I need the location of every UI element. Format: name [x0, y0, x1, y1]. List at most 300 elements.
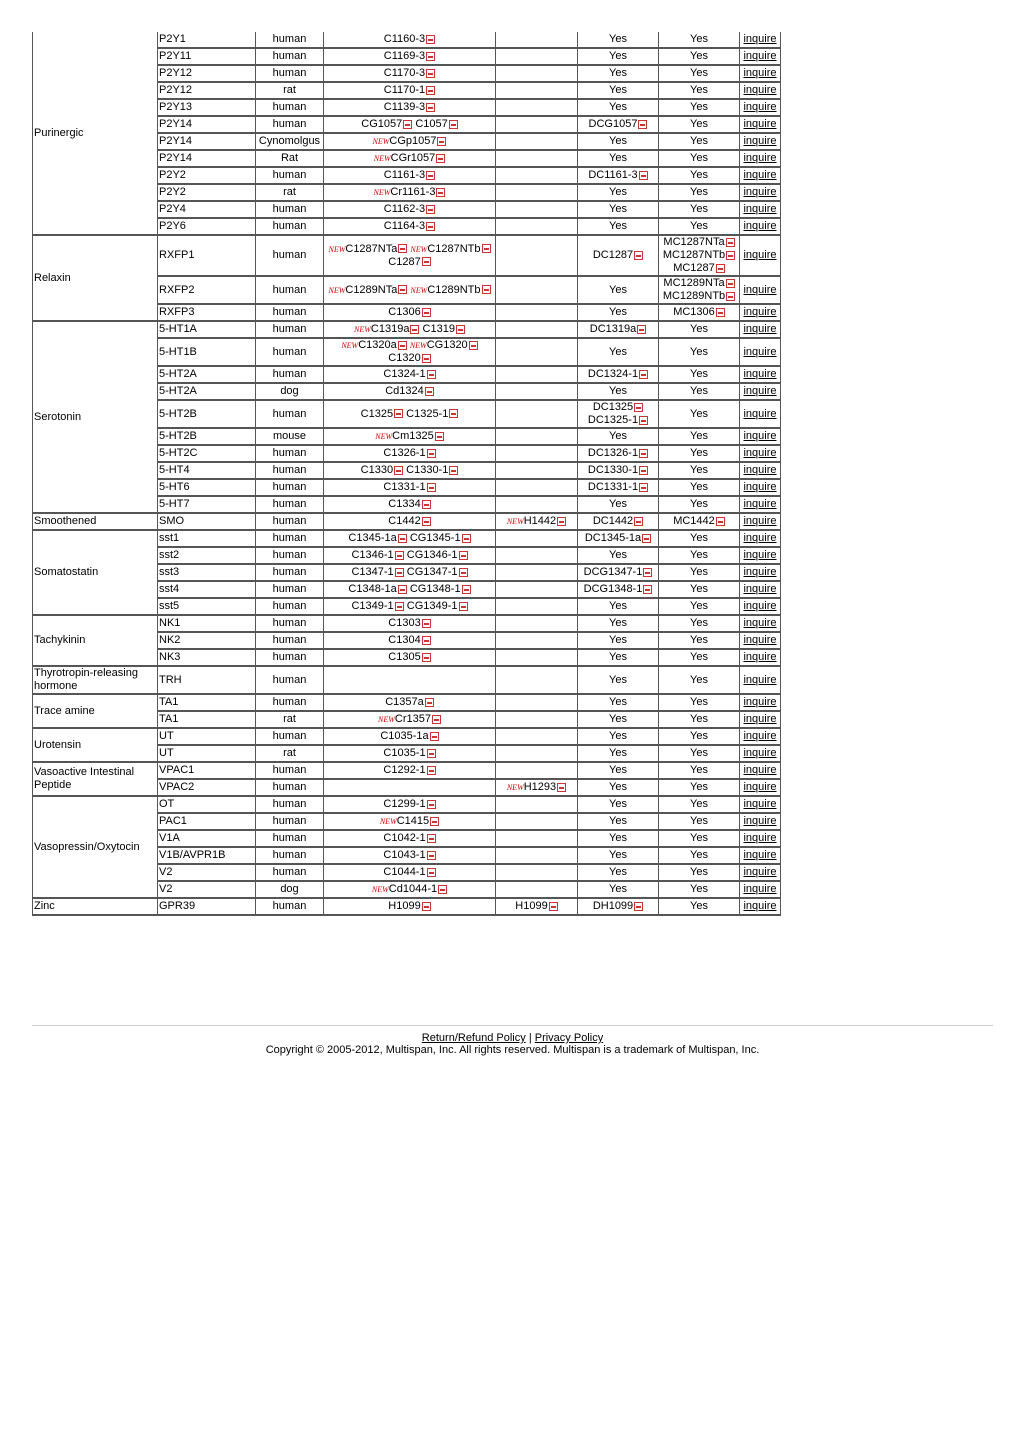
pdf-icon[interactable] [426, 86, 435, 95]
receptor-cell: RXFP3 [157, 305, 255, 322]
stable-cell-line-cell [323, 367, 495, 384]
division-arrested-cell [577, 848, 658, 865]
table-row [32, 667, 781, 695]
inquire-link[interactable]: inquire [743, 566, 777, 578]
pdf-icon[interactable] [642, 534, 651, 543]
inquire-cell [739, 729, 781, 746]
frozen-cell-cell [495, 712, 577, 729]
division-arrested-code: DC1345-1a [584, 532, 642, 544]
pdf-icon[interactable] [427, 851, 436, 860]
pdf-icon[interactable] [436, 188, 445, 197]
pdf-icon[interactable] [726, 251, 735, 260]
pdf-icon[interactable] [638, 120, 647, 129]
receptor-cell: P2Y14 [157, 151, 255, 168]
stable-cell-line-cell [323, 565, 495, 582]
receptor-cell: PAC1 [157, 814, 255, 831]
pdf-icon[interactable] [634, 403, 643, 412]
membrane-cell [658, 729, 739, 746]
membrane-item [690, 747, 708, 759]
stable-cell-line-code: C1325-1 [406, 407, 449, 420]
stable-cell-line-item [383, 849, 435, 861]
pdf-icon[interactable] [459, 602, 468, 611]
inquire-link[interactable]: inquire [743, 481, 777, 493]
division-arrested-item [593, 401, 643, 413]
pdf-icon[interactable] [427, 766, 436, 775]
pdf-icon[interactable] [726, 238, 735, 247]
species-cell: human [255, 66, 323, 83]
stable-cell-line-code: C1331-1 [383, 481, 426, 493]
product-table-container [32, 32, 781, 916]
pdf-icon[interactable] [425, 698, 434, 707]
pdf-icon[interactable] [426, 171, 435, 180]
pdf-icon[interactable] [459, 551, 468, 560]
membrane-item [690, 203, 708, 215]
inquire-link[interactable]: inquire [743, 634, 777, 646]
division-arrested-code: DC1324-1 [587, 368, 639, 380]
division-arrested-cell [577, 151, 658, 168]
membrane-code: Yes [690, 152, 708, 164]
stable-cell-line-cell [323, 151, 495, 168]
inquire-link[interactable]: inquire [743, 730, 777, 742]
pdf-icon[interactable] [634, 251, 643, 260]
pdf-icon[interactable] [639, 483, 648, 492]
species-cell: human [255, 565, 323, 582]
inquire-link[interactable]: inquire [743, 203, 777, 215]
pdf-icon[interactable] [398, 585, 407, 594]
inquire-link[interactable]: inquire [743, 407, 777, 420]
inquire-link[interactable]: inquire [743, 447, 777, 459]
new-badge: NEW [373, 154, 391, 163]
inquire-link[interactable]: inquire [743, 345, 777, 358]
inquire-link[interactable]: inquire [743, 600, 777, 612]
inquire-link[interactable]: inquire [743, 900, 777, 912]
pdf-icon[interactable] [726, 292, 735, 301]
stable-cell-line-code: C1305 [388, 651, 421, 663]
pdf-icon[interactable] [410, 325, 419, 334]
pdf-icon[interactable] [634, 902, 643, 911]
inquire-cell [739, 151, 781, 168]
pdf-icon[interactable] [716, 264, 725, 273]
frozen-cell-cell [495, 650, 577, 667]
division-arrested-item [588, 481, 648, 493]
footer [32, 1025, 993, 1056]
new-badge: NEW [379, 817, 397, 826]
frozen-cell-cell [495, 401, 577, 429]
membrane-code: Yes [690, 220, 708, 232]
pdf-icon[interactable] [430, 732, 439, 741]
inquire-link[interactable]: inquire [743, 583, 777, 595]
stable-cell-line-cell [323, 277, 495, 305]
pdf-icon[interactable] [427, 868, 436, 877]
pdf-icon[interactable] [435, 432, 444, 441]
frozen-cell-cell [495, 882, 577, 899]
stable-cell-line-code: C1347-1 [351, 566, 394, 578]
pdf-icon[interactable] [469, 341, 478, 350]
receptor-cell: RXFP2 [157, 277, 255, 305]
inquire-link[interactable]: inquire [743, 673, 777, 686]
inquire-link[interactable]: inquire [743, 464, 777, 476]
division-arrested-item [609, 306, 627, 318]
division-arrested-code: Yes [609, 747, 627, 759]
inquire-link[interactable]: inquire [743, 67, 777, 79]
stable-cell-line-code: C1345-1a [348, 532, 397, 544]
pdf-icon[interactable] [422, 636, 431, 645]
division-arrested-cell [577, 185, 658, 202]
membrane-code: Yes [690, 798, 708, 810]
pdf-icon[interactable] [422, 500, 431, 509]
stable-cell-line-item [384, 84, 435, 96]
inquire-link[interactable]: inquire [743, 186, 777, 198]
membrane-item [663, 249, 735, 261]
membrane-code: MC1306 [673, 306, 715, 318]
pdf-icon[interactable] [716, 308, 725, 317]
inquire-link[interactable]: inquire [743, 169, 777, 181]
pdf-icon[interactable] [726, 279, 735, 288]
inquire-link[interactable]: inquire [743, 368, 777, 380]
pdf-icon[interactable] [437, 137, 446, 146]
division-arrested-item [589, 118, 648, 130]
membrane-item [690, 169, 708, 181]
species-cell: human [255, 32, 323, 49]
receptor-cell: P2Y12 [157, 83, 255, 100]
stable-cell-line-cell [323, 134, 495, 151]
membrane-item [690, 815, 708, 827]
division-arrested-item [609, 346, 627, 358]
inquire-link[interactable]: inquire [743, 323, 777, 335]
pdf-icon[interactable] [425, 387, 434, 396]
pdf-icon[interactable] [449, 466, 458, 475]
species-cell: mouse [255, 429, 323, 446]
division-arrested-cell [577, 66, 658, 83]
pdf-icon[interactable] [422, 354, 431, 363]
inquire-link[interactable]: inquire [743, 135, 777, 147]
frozen-cell-cell [495, 100, 577, 117]
stable-cell-line-code: C1303 [388, 617, 421, 629]
stable-cell-line-item [383, 481, 435, 493]
inquire-link[interactable]: inquire [743, 849, 777, 861]
inquire-link[interactable]: inquire [743, 532, 777, 544]
inquire-link[interactable]: inquire [743, 152, 777, 164]
membrane-item [690, 135, 708, 147]
inquire-link[interactable]: inquire [743, 815, 777, 827]
division-arrested-item [609, 135, 627, 147]
inquire-cell [739, 848, 781, 865]
division-arrested-cell [577, 712, 658, 729]
inquire-link[interactable]: inquire [743, 617, 777, 629]
pdf-icon[interactable] [422, 517, 431, 526]
membrane-item [690, 220, 708, 232]
pdf-icon[interactable] [426, 205, 435, 214]
membrane-code: Yes [690, 781, 708, 793]
pdf-icon[interactable] [482, 285, 491, 294]
pdf-icon[interactable] [557, 783, 566, 792]
pdf-icon[interactable] [427, 483, 436, 492]
inquire-cell [739, 695, 781, 712]
membrane-item [690, 368, 708, 380]
inquire-link[interactable]: inquire [743, 696, 777, 708]
membrane-cell [658, 616, 739, 633]
stable-cell-line-code: C1162-3 [383, 203, 426, 215]
stable-cell-line-code: C1320 [388, 352, 421, 364]
frozen-cell-cell [495, 899, 577, 916]
species-cell: human [255, 497, 323, 514]
inquire-link[interactable]: inquire [743, 498, 777, 510]
division-arrested-item [609, 849, 627, 861]
pdf-icon[interactable] [432, 715, 441, 724]
membrane-cell [658, 446, 739, 463]
pdf-icon[interactable] [639, 370, 648, 379]
frozen-cell-cell [495, 729, 577, 746]
division-arrested-cell [577, 236, 658, 277]
membrane-code: Yes [690, 673, 708, 686]
membrane-code: Yes [690, 407, 708, 420]
pdf-icon[interactable] [549, 902, 558, 911]
frozen-cell-cell [495, 497, 577, 514]
inquire-link[interactable]: inquire [743, 798, 777, 810]
species-cell: human [255, 548, 323, 565]
pdf-icon[interactable] [634, 517, 643, 526]
inquire-cell [739, 401, 781, 429]
inquire-link[interactable]: inquire [743, 33, 777, 45]
pdf-icon[interactable] [459, 568, 468, 577]
inquire-link[interactable]: inquire [743, 764, 777, 776]
inquire-cell [739, 831, 781, 848]
receptor-cell: 5-HT2C [157, 446, 255, 463]
pdf-icon[interactable] [395, 568, 404, 577]
pdf-icon[interactable] [394, 409, 403, 418]
division-arrested-item [609, 600, 627, 612]
division-arrested-code: Yes [609, 634, 627, 646]
frozen-cell-cell [495, 185, 577, 202]
pdf-icon[interactable] [427, 370, 436, 379]
membrane-item [690, 566, 708, 578]
pdf-icon[interactable] [426, 35, 435, 44]
membrane-cell [658, 712, 739, 729]
pdf-icon[interactable] [462, 585, 471, 594]
pdf-icon[interactable] [427, 834, 436, 843]
receptor-cell: 5-HT7 [157, 497, 255, 514]
inquire-link[interactable]: inquire [743, 430, 777, 442]
pdf-icon[interactable] [426, 222, 435, 231]
stable-cell-line-item [361, 118, 412, 130]
frozen-cell-code: H1099 [515, 900, 548, 912]
stable-cell-line-item [384, 203, 435, 215]
pdf-icon[interactable] [422, 308, 431, 317]
inquire-cell [739, 882, 781, 899]
pdf-icon[interactable] [398, 341, 407, 350]
inquire-link[interactable]: inquire [743, 306, 777, 318]
membrane-code: Yes [690, 101, 708, 113]
return-refund-policy-link[interactable]: Return/Refund Policy [421, 1032, 526, 1044]
membrane-cell [658, 83, 739, 100]
family-cell: Thyrotropin-releasing hormone [32, 667, 157, 695]
division-arrested-cell [577, 650, 658, 667]
inquire-link[interactable]: inquire [743, 385, 777, 397]
membrane-item [690, 323, 708, 335]
frozen-cell-cell [495, 339, 577, 367]
membrane-item [690, 464, 708, 476]
membrane-cell [658, 134, 739, 151]
pdf-icon[interactable] [426, 52, 435, 61]
pdf-icon[interactable] [395, 551, 404, 560]
division-arrested-cell [577, 729, 658, 746]
stable-cell-line-item [351, 566, 403, 578]
membrane-cell [658, 463, 739, 480]
species-cell: human [255, 729, 323, 746]
membrane-item [690, 900, 708, 912]
pdf-icon[interactable] [449, 120, 458, 129]
pdf-icon[interactable] [637, 325, 646, 334]
inquire-link[interactable]: inquire [743, 883, 777, 895]
membrane-cell [658, 565, 739, 582]
inquire-cell [739, 463, 781, 480]
inquire-cell [739, 650, 781, 667]
pdf-icon[interactable] [430, 817, 439, 826]
inquire-link[interactable]: inquire [743, 832, 777, 844]
membrane-item [690, 186, 708, 198]
stable-cell-line-item [351, 549, 403, 561]
stable-cell-line-code: C1415 [396, 815, 430, 827]
receptor-cell: V2 [157, 882, 255, 899]
pdf-icon[interactable] [438, 885, 447, 894]
frozen-cell-cell [495, 322, 577, 339]
inquire-cell [739, 49, 781, 66]
division-arrested-item [588, 414, 648, 426]
membrane-item [690, 696, 708, 708]
inquire-cell [739, 446, 781, 463]
family-cell: Tachykinin [32, 616, 157, 667]
pdf-icon[interactable] [716, 517, 725, 526]
division-arrested-cell [577, 83, 658, 100]
stable-cell-line-item [383, 368, 435, 380]
pdf-icon[interactable] [427, 449, 436, 458]
table-row [32, 32, 781, 49]
species-cell: human [255, 100, 323, 117]
division-arrested-code: Yes [609, 385, 627, 397]
stable-cell-line-cell [323, 32, 495, 49]
inquire-link[interactable]: inquire [743, 220, 777, 232]
membrane-cell [658, 780, 739, 797]
inquire-link[interactable]: inquire [743, 118, 777, 130]
pdf-icon[interactable] [422, 619, 431, 628]
species-cell: human [255, 117, 323, 134]
frozen-cell-cell [495, 305, 577, 322]
membrane-item [690, 674, 708, 686]
pdf-icon[interactable] [427, 800, 436, 809]
stable-cell-line-item [423, 323, 465, 335]
pdf-icon[interactable] [449, 409, 458, 418]
pdf-icon[interactable] [426, 69, 435, 78]
species-cell: human [255, 814, 323, 831]
stable-cell-line-code: CG1349-1 [406, 600, 458, 612]
species-cell: Cynomolgus [255, 134, 323, 151]
pdf-icon[interactable] [422, 257, 431, 266]
inquire-link[interactable]: inquire [743, 747, 777, 759]
division-arrested-code: Yes [609, 203, 627, 215]
frozen-cell-cell [495, 616, 577, 633]
membrane-code: Yes [690, 566, 708, 578]
pdf-icon[interactable] [643, 585, 652, 594]
inquire-link[interactable]: inquire [743, 866, 777, 878]
pdf-icon[interactable] [394, 466, 403, 475]
division-arrested-cell [577, 322, 658, 339]
table-row [32, 531, 781, 548]
pdf-icon[interactable] [482, 244, 491, 253]
pdf-icon[interactable] [639, 416, 648, 425]
pdf-icon[interactable] [557, 517, 566, 526]
division-arrested-code: DC1442 [592, 515, 634, 527]
membrane-code: Yes [690, 169, 708, 181]
receptor-cell: V1B/AVPR1B [157, 848, 255, 865]
inquire-cell [739, 134, 781, 151]
pdf-icon[interactable] [643, 568, 652, 577]
membrane-cell [658, 49, 739, 66]
membrane-cell [658, 633, 739, 650]
stable-cell-line-code: C1043-1 [383, 849, 426, 861]
species-cell: human [255, 277, 323, 305]
stable-cell-line-item [383, 764, 435, 776]
pdf-icon[interactable] [427, 749, 436, 758]
inquire-link[interactable]: inquire [743, 549, 777, 561]
species-cell: human [255, 616, 323, 633]
species-cell: human [255, 401, 323, 429]
inquire-link[interactable]: inquire [743, 713, 777, 725]
inquire-link[interactable]: inquire [743, 101, 777, 113]
privacy-policy-link[interactable]: Privacy Policy [534, 1032, 604, 1044]
pdf-icon[interactable] [436, 154, 445, 163]
pdf-icon[interactable] [639, 449, 648, 458]
inquire-link[interactable]: inquire [743, 515, 777, 527]
receptor-cell: GPR39 [157, 899, 255, 916]
inquire-link[interactable]: inquire [743, 50, 777, 62]
pdf-icon[interactable] [403, 120, 412, 129]
pdf-icon[interactable] [426, 103, 435, 112]
pdf-icon[interactable] [398, 244, 407, 253]
pdf-icon[interactable] [398, 534, 407, 543]
membrane-cell [658, 831, 739, 848]
inquire-link[interactable]: inquire [743, 283, 777, 296]
species-cell: human [255, 322, 323, 339]
species-cell: human [255, 848, 323, 865]
division-arrested-code: Yes [609, 696, 627, 708]
pdf-icon[interactable] [456, 325, 465, 334]
stable-cell-line-code: C1326-1 [383, 447, 426, 459]
pdf-icon[interactable] [398, 285, 407, 294]
receptor-cell: 5-HT2A [157, 384, 255, 401]
pdf-icon[interactable] [639, 466, 648, 475]
pdf-icon[interactable] [462, 534, 471, 543]
membrane-code: Yes [690, 135, 708, 147]
inquire-link[interactable]: inquire [743, 249, 777, 261]
inquire-link[interactable]: inquire [743, 651, 777, 663]
stable-cell-line-item [410, 243, 490, 255]
pdf-icon[interactable] [422, 902, 431, 911]
membrane-code: Yes [690, 730, 708, 742]
stable-cell-line-item [384, 220, 435, 232]
stable-cell-line-item [384, 169, 435, 181]
species-cell: rat [255, 83, 323, 100]
pdf-icon[interactable] [395, 602, 404, 611]
membrane-code: Yes [690, 498, 708, 510]
pdf-icon[interactable] [422, 653, 431, 662]
species-cell: human [255, 599, 323, 616]
pdf-icon[interactable] [639, 171, 648, 180]
stable-cell-line-code: C1324-1 [383, 368, 426, 380]
inquire-link[interactable]: inquire [743, 781, 777, 793]
inquire-link[interactable]: inquire [743, 84, 777, 96]
frozen-cell-cell [495, 66, 577, 83]
inquire-cell [739, 514, 781, 531]
